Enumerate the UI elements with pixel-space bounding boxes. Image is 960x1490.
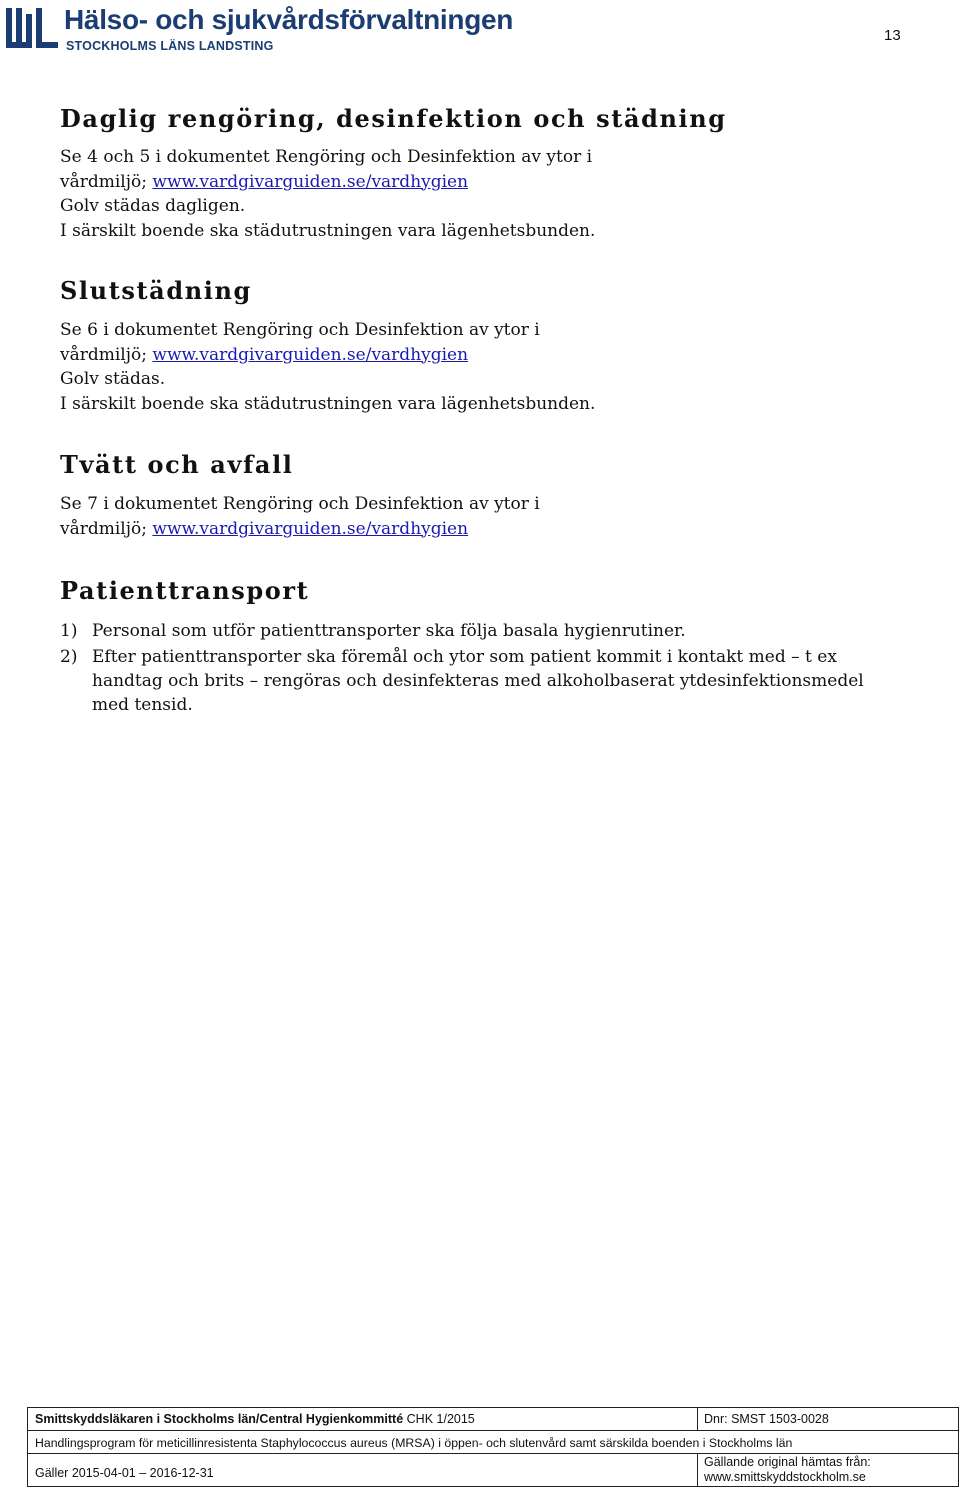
section-paragraph	[60, 318, 910, 416]
footer-author: Smittskyddsläkaren i Stockholms län/Central Hygienkommitté	[35, 1412, 404, 1426]
footer-validity: Gäller 2015-04-01 – 2016-12-31	[28, 1454, 698, 1486]
reference-link-line	[60, 170, 910, 195]
footer-author-cell	[28, 1408, 698, 1430]
logo-mark-icon	[4, 6, 60, 52]
footer-row	[28, 1408, 958, 1431]
list-item-number: 2)	[60, 647, 78, 667]
section-patient-transport	[60, 576, 910, 717]
footer-original-url[interactable]: www.smittskyddstockholm.se	[704, 1470, 866, 1484]
paragraph-line: Golv städas dagligen.	[60, 196, 246, 216]
paragraph-line: I särskilt boende ska städutrustningen vara lägenhetsbunden.	[60, 220, 596, 241]
list-item-text-line: med tensid.	[92, 695, 193, 715]
reference-prefix: vårdmiljö;	[60, 171, 153, 192]
page-number: 13	[884, 27, 901, 44]
paragraph-line: Golv städas.	[60, 369, 166, 389]
reference-prefix: vårdmiljö;	[60, 518, 153, 539]
document-footer-table	[27, 1407, 959, 1487]
vardgivarguiden-link[interactable]: www.vardgivarguiden.se/vardhygien	[152, 518, 469, 539]
section-paragraph	[60, 145, 910, 243]
reference-prefix: vårdmiljö;	[60, 344, 153, 365]
list-item-number: 1)	[60, 621, 78, 641]
section-laundry-waste	[60, 450, 910, 541]
section-paragraph	[60, 492, 910, 541]
footer-row	[28, 1454, 958, 1486]
document-body	[60, 104, 910, 719]
section-heading: Patienttransport	[60, 576, 310, 605]
paragraph-line: I särskilt boende ska städutrustningen vara lägenhetsbunden.	[60, 393, 596, 414]
vardgivarguiden-link[interactable]: www.vardgivarguiden.se/vardhygien	[152, 171, 469, 192]
section-heading: Slutstädning	[60, 276, 252, 305]
list-item-text-line: handtag och brits – rengöras och desinfekteras med alkoholbaserat ytdesinfektionsmedel	[92, 671, 864, 691]
list-item-text: Personal som utför patienttransporter ska följa basala hygienrutiner.	[92, 621, 686, 641]
logo-subtitle: STOCKHOLMS LÄNS LANDSTING	[66, 39, 274, 53]
section-final-cleaning	[60, 276, 910, 416]
reference-line: Se 6 i dokumentet Rengöring och Desinfektion av ytor i	[60, 320, 540, 340]
list-item-text-line: Efter patienttransporter ska föremål och ytor som patient kommit i kontakt med – t ex	[92, 647, 837, 667]
footer-original-label: Gällande original hämtas från:	[704, 1455, 871, 1469]
reference-line: Se 7 i dokumentet Rengöring och Desinfektion av ytor i	[60, 494, 540, 514]
footer-author-code: CHK 1/2015	[406, 1412, 475, 1426]
vardgivarguiden-link[interactable]: www.vardgivarguiden.se/vardhygien	[152, 344, 469, 365]
numbered-list	[60, 619, 910, 717]
footer-program-title: Handlingsprogram för meticillinresistenta Staphylococcus aureus (MRSA) i öppen- och slutenvård samt särskilda boenden i Stockholms län	[35, 1436, 793, 1450]
footer-dnr: Dnr: SMST 1503-0028	[704, 1412, 829, 1426]
footer-original-cell	[698, 1454, 958, 1486]
logo-title: Hälso- och sjukvårdsförvaltningen	[64, 4, 514, 35]
footer-row	[28, 1431, 958, 1454]
section-heading: Daglig rengöring, desinfektion och städning	[60, 104, 727, 133]
section-daily-cleaning	[60, 104, 910, 243]
reference-line: Se 4 och 5 i dokumentet Rengöring och Desinfektion av ytor i	[60, 147, 593, 167]
list-item	[60, 645, 910, 717]
organization-logo	[0, 2, 514, 58]
list-item	[60, 619, 910, 643]
reference-link-line	[60, 517, 910, 542]
section-heading: Tvätt och avfall	[60, 450, 294, 479]
reference-link-line	[60, 343, 910, 368]
